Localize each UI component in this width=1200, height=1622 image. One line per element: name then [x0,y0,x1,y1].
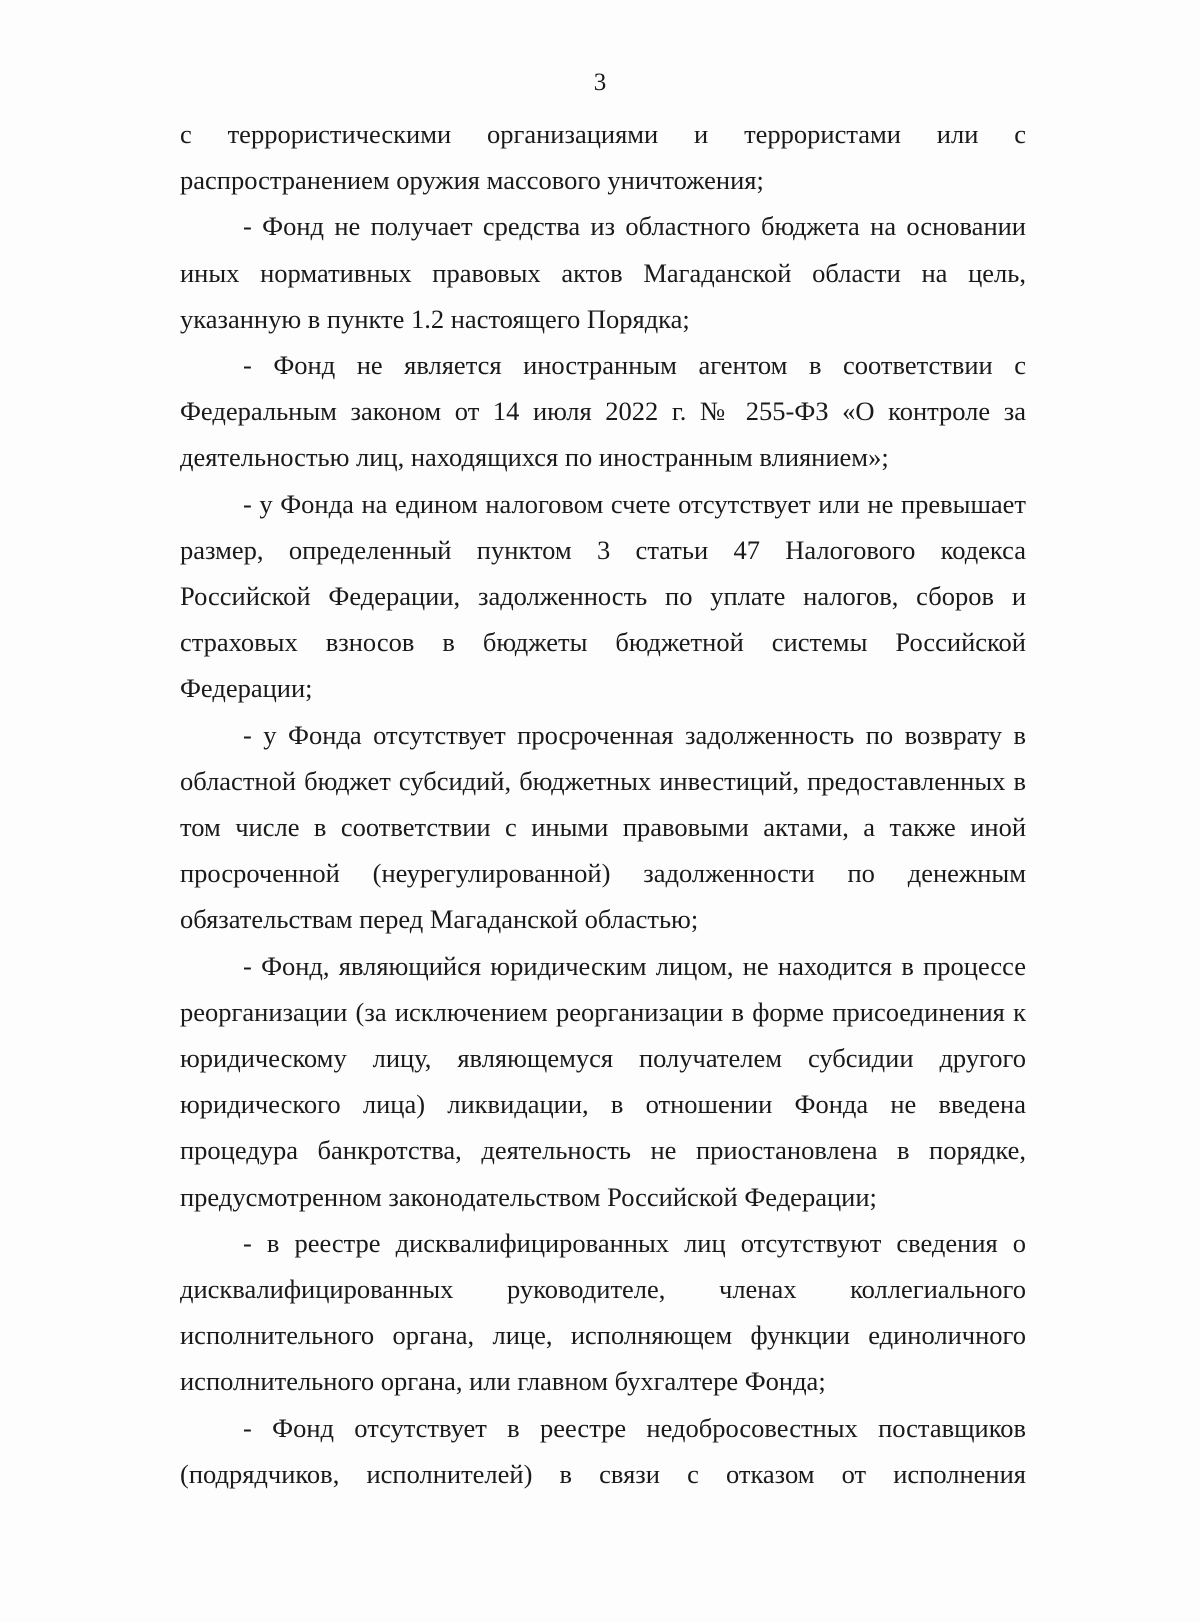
paragraph-budget-funds: - Фонд не получает средства из областного бюджета на основании иных нормативных правовых актов Магаданской области на цель, указанную в пункте 1.2 настоящего Порядка; [180,211,1026,334]
paragraph-foreign-agent: - Фонд не является иностранным агентом в соответствии с Федеральным законом от 14 июля 2022 г. № 255-ФЗ «О контроле за деятельностью лиц, находящихся по иностранным влиянием»; [180,350,1026,473]
paragraph-tax-debt: - у Фонда на едином налоговом счете отсутствует или не превышает размер, определенный пунктом 3 статьи 47 Налогового кодекса Российской Федерации, задолженность по уплате налогов, сборов и страховых взносов в бюджеты бюджетной системы Российской Федерации; [180,488,1026,704]
paragraph-overdue-debt: - у Фонда отсутствует просроченная задолженность по возврату в областной бюджет субсидий, бюджетных инвестиций, предоставленных в том числе в соответствии с иными правовыми актами, а также иной просроченной (неурегулированной) задолженности по денежным обязательствам перед Магаданской областью; [180,719,1026,935]
document-body [180,111,1026,1497]
paragraph-reorganization: - Фонд, являющийся юридическим лицом, не находится в процессе реорганизации (за исключением реорганизации в форме присоединения к юридическому лицу, являющемуся получателем субсидии другого юридического лица) ликвидации, в отношении Фонда не введена процедура банкротства, деятельность не приостановлена в порядке, предусмотренном законодательством Российской Федерации; [180,950,1026,1212]
paragraph-unfair-suppliers: - Фонд отсутствует в реестре недобросовестных поставщиков (подрядчиков, исполнителей) в связи с отказом от исполнения [180,1412,1026,1489]
paragraph-disqualified-persons: - в реестре дисквалифицированных лиц отсутствуют сведения о дисквалифицированных руководителе, членах коллегиального исполнительного органа, лице, исполняющем функции единоличного исполнительного органа, или главном бухгалтере Фонда; [180,1227,1026,1397]
paragraph-continuation: с террористическими организациями и террористами или с распространением оружия массового уничтожения; [180,119,1026,196]
page-number: 3 [593,69,607,96]
